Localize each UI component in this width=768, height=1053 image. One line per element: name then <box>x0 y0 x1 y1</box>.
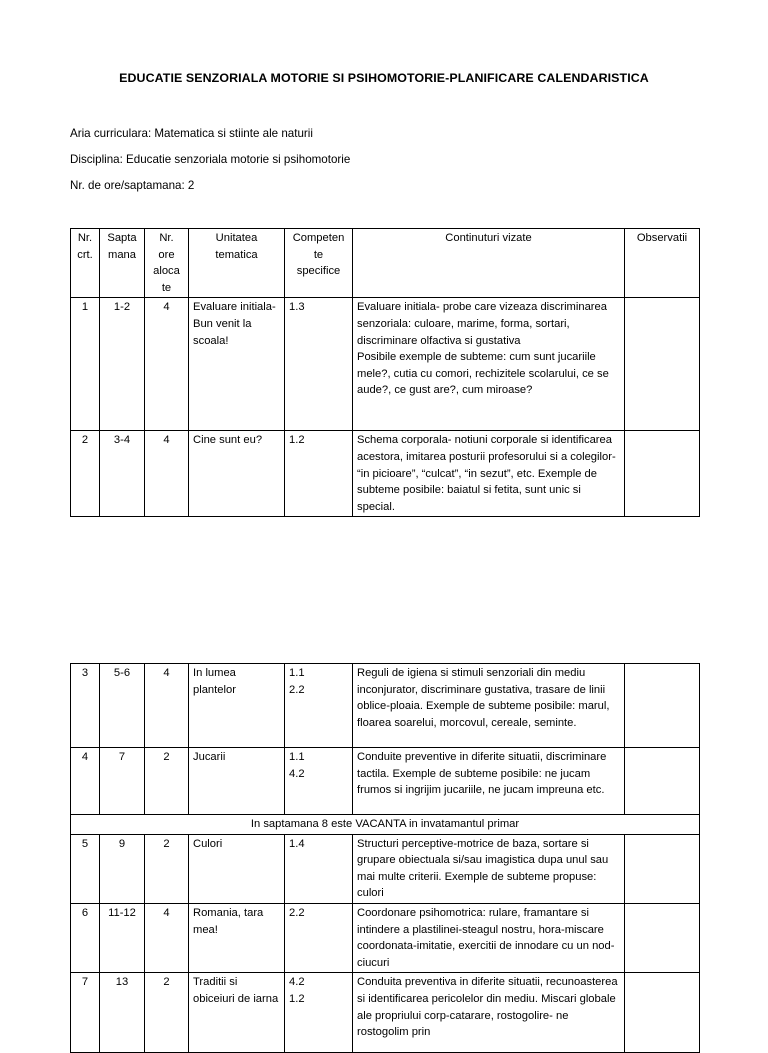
disciplina: Disciplina: Educatie senzoriala motorie si psihomotorie <box>70 153 351 166</box>
cell-continuturi: Evaluare initiala- probe care vizeaza discriminarea senzoriala: culoare, marime, forma, sortari, discriminare olfactiva si gustativa Posibile exemple de subteme: cum sunt jucariile mele?, cutia cu comori, rechizitele scolarului, ce se aude?, ce gust are?, cum miroase? <box>353 298 625 431</box>
cell-ore: 4 <box>145 431 189 517</box>
cell-saptamana: 5-6 <box>100 664 145 748</box>
cell-continuturi: Conduita preventiva in diferite situatii, recunoasterea si identificarea pericolelor din mediu. Miscari globale ale propriului corp-catarare, rostogolire- ne rostogolim prin <box>353 973 625 1053</box>
cell-unitatea: Romania, tara mea! <box>189 903 285 972</box>
aria-curriculara: Aria curriculara: Matematica si stiinte ale naturii <box>70 127 313 140</box>
cell-nr: 4 <box>71 748 100 815</box>
cell-ore: 2 <box>145 834 189 903</box>
planning-table-1 <box>70 228 700 517</box>
table-row <box>71 748 700 815</box>
cell-ore: 2 <box>145 973 189 1053</box>
cell-saptamana: 3-4 <box>100 431 145 517</box>
table-row <box>71 298 700 431</box>
header-competente: Competen te specifice <box>285 229 353 298</box>
cell-continuturi: Coordonare psihomotrica: rulare, framantare si intindere a plastilinei-steagul nostru, hora-miscare coordonata-imitatie, exercitii de innodare cu un nod-ciucuri <box>353 903 625 972</box>
cell-continuturi: Schema corporala- notiuni corporale si identificarea acestora, imitarea posturii profesorului si a colegilor- “in picioare”, “culсat”, “in sezut”, etc. Exemple de subteme posibile: baiatul si fetita, sunt unic si special. <box>353 431 625 517</box>
cell-ore: 4 <box>145 298 189 431</box>
cell-competente: 1.1 4.2 <box>285 748 353 815</box>
table-header-row <box>71 229 700 298</box>
table-row <box>71 834 700 903</box>
cell-saptamana: 7 <box>100 748 145 815</box>
cell-ore: 2 <box>145 748 189 815</box>
cell-competente: 1.4 <box>285 834 353 903</box>
cell-competente: 4.2 1.2 <box>285 973 353 1053</box>
header-observatii: Observatii <box>625 229 700 298</box>
cell-continuturi: Structuri perceptive-motrice de baza, sortare si grupare obiectuala si/sau imagistica dupa unul sau mai multe criterii. Exemple de subteme propuse: culori <box>353 834 625 903</box>
cell-nr: 7 <box>71 973 100 1053</box>
page-title: EDUCATIE SENZORIALA MOTORIE SI PSIHOMOTORIE-PLANIFICARE CALENDARISTICA <box>119 71 649 85</box>
cell-unitatea: Evaluare initiala-Bun venit la scoala! <box>189 298 285 431</box>
cell-unitatea: Culori <box>189 834 285 903</box>
cell-nr: 5 <box>71 834 100 903</box>
cell-saptamana: 11-12 <box>100 903 145 972</box>
cell-continuturi: Reguli de igiena si stimuli senzoriali din mediu inconjurator, discriminare gustativa, trasare de linii oblice-ploaia. Exemple de subteme posibile: marul, floarea soarelui, morcovul, cereale, seminte. <box>353 664 625 748</box>
cell-nr: 2 <box>71 431 100 517</box>
cell-observatii <box>625 748 700 815</box>
cell-competente: 1.1 2.2 <box>285 664 353 748</box>
table-row <box>71 903 700 972</box>
cell-ore: 4 <box>145 664 189 748</box>
planning-table-2 <box>70 663 700 1053</box>
cell-competente: 2.2 <box>285 903 353 972</box>
cell-observatii <box>625 834 700 903</box>
cell-unitatea: Jucarii <box>189 748 285 815</box>
cell-competente: 1.3 <box>285 298 353 431</box>
cell-unitatea: Traditii si obiceiuri de iarna <box>189 973 285 1053</box>
cell-observatii <box>625 903 700 972</box>
cell-observatii <box>625 298 700 431</box>
cell-nr: 6 <box>71 903 100 972</box>
header-nr-crt: Nr. crt. <box>71 229 100 298</box>
cell-ore: 4 <box>145 903 189 972</box>
table-row <box>71 973 700 1053</box>
header-continuturi: Continuturi vizate <box>353 229 625 298</box>
cell-competente: 1.2 <box>285 431 353 517</box>
cell-unitatea: In lumea plantelor <box>189 664 285 748</box>
header-unitatea-tematica: Unitatea tematica <box>189 229 285 298</box>
cell-observatii <box>625 431 700 517</box>
cell-unitatea: Cine sunt eu? <box>189 431 285 517</box>
cell-saptamana: 13 <box>100 973 145 1053</box>
cell-saptamana: 1-2 <box>100 298 145 431</box>
cell-nr: 1 <box>71 298 100 431</box>
cell-observatii <box>625 973 700 1053</box>
vacation-row <box>71 815 700 835</box>
header-nr-ore: Nr. ore aloca te <box>145 229 189 298</box>
ore-pe-saptamana: Nr. de ore/saptamana: 2 <box>70 179 195 192</box>
header-saptamana: Sapta mana <box>100 229 145 298</box>
vacation-note: In saptamana 8 este VACANTA in invatamantul primar <box>71 815 700 835</box>
cell-nr: 3 <box>71 664 100 748</box>
cell-observatii <box>625 664 700 748</box>
table-row <box>71 664 700 748</box>
table-row <box>71 431 700 517</box>
cell-continuturi: Conduite preventive in diferite situatii, discriminare tactila. Exemple de subteme posibile: ne jucam frumos si ingrijim jucariile, ne jucam impreuna etc. <box>353 748 625 815</box>
cell-saptamana: 9 <box>100 834 145 903</box>
